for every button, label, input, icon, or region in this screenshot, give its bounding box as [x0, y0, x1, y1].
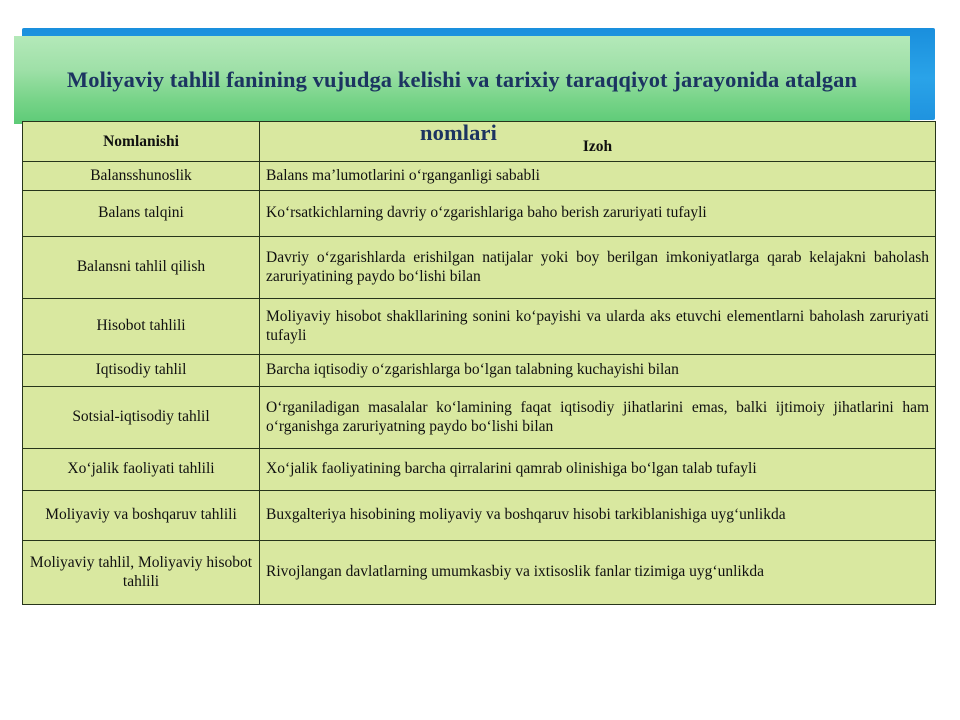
table-body	[23, 162, 936, 605]
cell-description: Balans ma’lumotlarini o‘rganganligi sababli	[260, 162, 936, 191]
cell-description: O‘rganiladigan masalalar ko‘lamining faqat iqtisodiy jihatlarini emas, balki ijtimoiy jihatlarini ham o‘rganishga zaruriyatning paydo bo‘lishi bilan	[260, 386, 936, 448]
cell-description: Barcha iqtisodiy o‘zgarishlarga bo‘lgan talabning kuchayishi bilan	[260, 354, 936, 386]
cell-name: Balansni tahlil qilish	[23, 236, 260, 298]
cell-description: Davriy o‘zgarishlarda erishilgan natijalar yoki boy berilgan imkoniyatlarga qarab kelajakni baholash zaruriyatining paydo bo‘lishi bilan	[260, 236, 936, 298]
table-row	[23, 354, 936, 386]
cell-description: Rivojlangan davlatlarning umumkasbiy va ixtisoslik fanlar tizimiga uyg‘unlikda	[260, 540, 936, 604]
table-row	[23, 162, 936, 191]
cell-name: Iqtisodiy tahlil	[23, 354, 260, 386]
cell-description: Moliyaviy hisobot shakllarining sonini ko‘payishi va ularda aks etuvchi elementlarni baholash zaruriyati tufayli	[260, 298, 936, 354]
slide-title-overflow: nomlari	[420, 120, 497, 145]
cell-name: Hisobot tahlili	[23, 298, 260, 354]
table-row	[23, 540, 936, 604]
table-row	[23, 448, 936, 490]
cell-name: Moliyaviy va boshqaruv tahlili	[23, 490, 260, 540]
cell-name: Moliyaviy tahlil, Moliyaviy hisobot tahlili	[23, 540, 260, 604]
column-header-izoh: Izoh	[260, 122, 936, 162]
table-row	[23, 490, 936, 540]
cell-name: Balansshunoslik	[23, 162, 260, 191]
table-header-row	[23, 122, 936, 162]
title-box	[14, 36, 910, 124]
cell-description: Buxgalteriya hisobining moliyaviy va boshqaruv hisobi tarkiblanishiga uyg‘unlikda	[260, 490, 936, 540]
table-container	[22, 121, 935, 605]
column-header-nomlanishi: Nomlanishi	[23, 122, 260, 162]
cell-description: Xo‘jalik faoliyatining barcha qirralarini qamrab olinishiga bo‘lgan talab tufayli	[260, 448, 936, 490]
table-row	[23, 236, 936, 298]
terminology-table	[22, 121, 936, 605]
table-row	[23, 386, 936, 448]
table-row	[23, 190, 936, 236]
slide-title: Moliyaviy tahlil fanining vujudga kelishi va tarixiy taraqqiyot jarayonida atalgan	[66, 66, 858, 92]
cell-name: Balans talqini	[23, 190, 260, 236]
cell-description: Ko‘rsatkichlarning davriy o‘zgarishlariga baho berish zaruriyati tufayli	[260, 190, 936, 236]
table-head	[23, 122, 936, 162]
cell-name: Xo‘jalik faoliyati tahlili	[23, 448, 260, 490]
cell-name: Sotsial-iqtisodiy tahlil	[23, 386, 260, 448]
table-row	[23, 298, 936, 354]
